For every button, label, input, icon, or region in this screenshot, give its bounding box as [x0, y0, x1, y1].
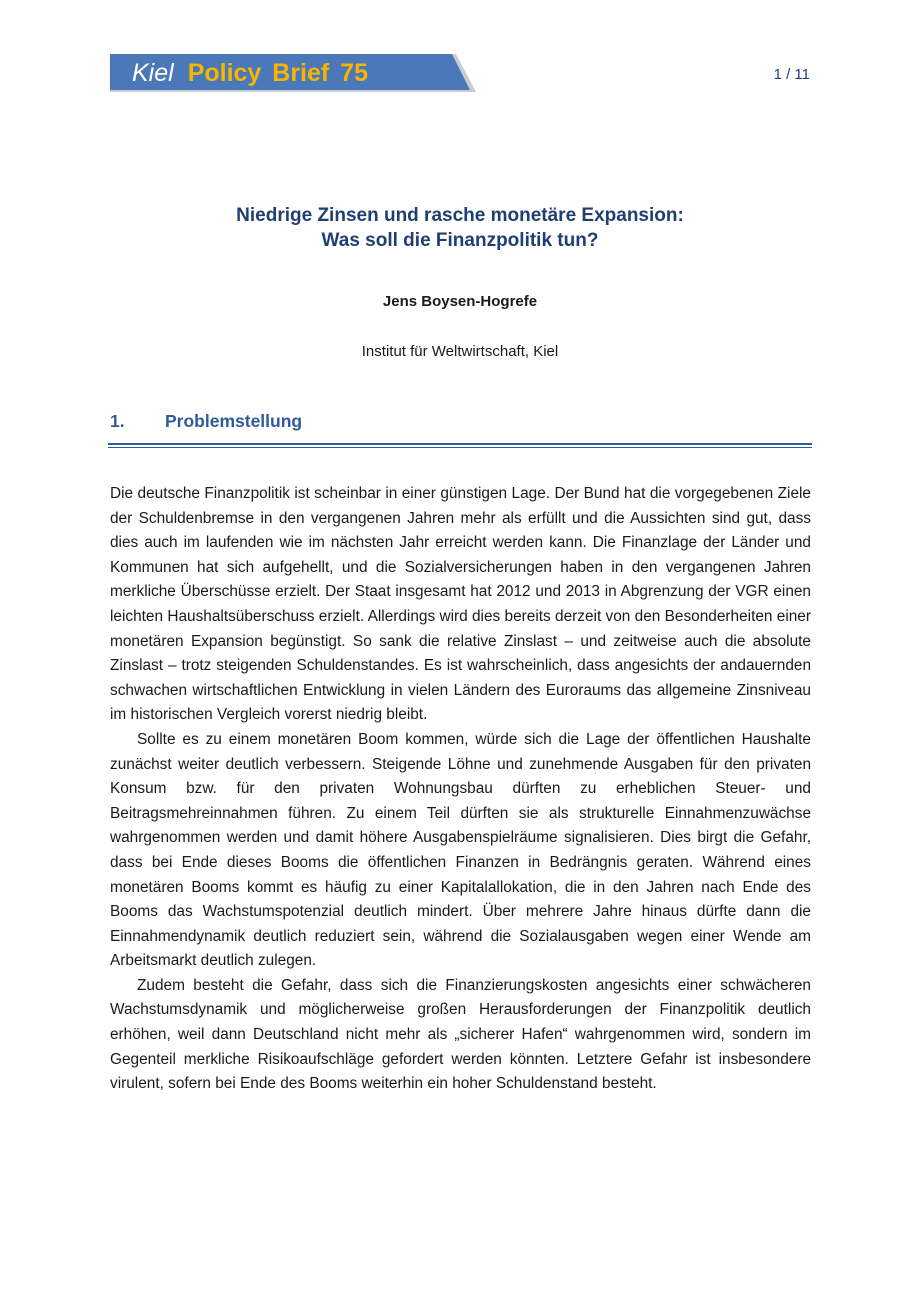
- title-line-2: Was soll die Finanzpolitik tun?: [321, 230, 599, 251]
- series-name: Policy Brief 75: [187, 59, 368, 87]
- section-number: 1.: [110, 411, 125, 431]
- series-kiel: Kiel: [132, 59, 174, 87]
- body-text: [110, 482, 811, 1097]
- paragraph: Zudem besteht die Gefahr, dass sich die Finanzierungskosten angesichts einer schwächeren Wachstumsdynamik und möglicherweise großen Herausforderungen der Finanzpolitik deutlich erhöhen, weil dann Deutschland nicht mehr als „sicherer Hafen“ wahrgenommen wird, sondern im Gegenteil merkliche Risikoaufschläge gefordert werden könnten. Letztere Gefahr ist insbesondere virulent, sofern bei Ende des Booms weiterhin ein hoher Schuldenstand besteht.: [110, 976, 811, 1093]
- paragraph: Die deutsche Finanzpolitik ist scheinbar in einer günstigen Lage. Der Bund hat die vorgegebenen Ziele der Schuldenbremse in den vergangenen Jahren mehr als erfüllt und die Aussichten sind gut, dass dies auch im laufenden wie im nächsten Jahr erreicht werden kann. Die Finanzlage der Länder und Kommunen hat sich aufgehellt, und die Sozialversicherungen haben in den vergangenen Jahren merkliche Überschüsse erzielt. Der Staat insgesamt hat 2012 und 2013 in Abgrenzung der VGR einen leichten Haushaltsüberschuss erzielt. Allerdings wird dies bereits derzeit von den Besonderheiten einer monetären Expansion begünstigt. So sank die relative Zinslast – und zeitweise auch die absolute Zinslast – trotz steigenden Schuldenstandes. Es ist wahrscheinlich, dass angesichts der andauernden schwachen wirtschaftlichen Entwicklung in vielen Ländern des Euroraums das allgemeine Zinsniveau im historischen Vergleich vorerst niedrig bleibt.: [110, 485, 811, 724]
- series-title: [132, 58, 368, 88]
- section-divider-thin: [108, 447, 812, 448]
- author-institute: Institut für Weltwirtschaft, Kiel: [361, 343, 559, 360]
- page-number: 1 / 11: [773, 66, 810, 83]
- document-title: [110, 203, 810, 253]
- section-divider: [108, 443, 812, 445]
- title-line-1: Niedrige Zinsen und rasche monetäre Expansion:: [236, 205, 684, 226]
- author-name: Jens Boysen-Hogrefe: [382, 293, 538, 310]
- series-banner: [110, 54, 476, 92]
- section-title: Problemstellung: [165, 411, 303, 431]
- paragraph: Sollte es zu einem monetären Boom kommen, würde sich die Lage der öffentlichen Haushalte zunächst weiter deutlich verbessern. Steigende Löhne und zunehmende Ausgaben für den privaten Konsum bzw. für den privaten Wohnungsbau dürften zu erheblichen Steuer- und Beitragsmehreinnahmen führen. Zu einem Teil dürften sie als strukturelle Einnahmenzuwächse wahrgenommen werden und damit höhere Ausgabenspielräume signalisieren. Dies birgt die Gefahr, dass bei Ende dieses Booms die öffentlichen Finanzen in Bedrängnis geraten. Während eines monetären Booms kommt es häufig zu einer Kapitalallokation, die in den Jahren nach Ende des Booms das Wachstumspotenzial deutlich mindert. Über mehrere Jahre hinaus dürfte dann die Einnahmendynamik deutlich reduziert sein, während die Sozialausgaben wegen einer Wende am Arbeitsmarkt deutlich zulegen.: [110, 730, 811, 970]
- section-heading: [110, 411, 302, 432]
